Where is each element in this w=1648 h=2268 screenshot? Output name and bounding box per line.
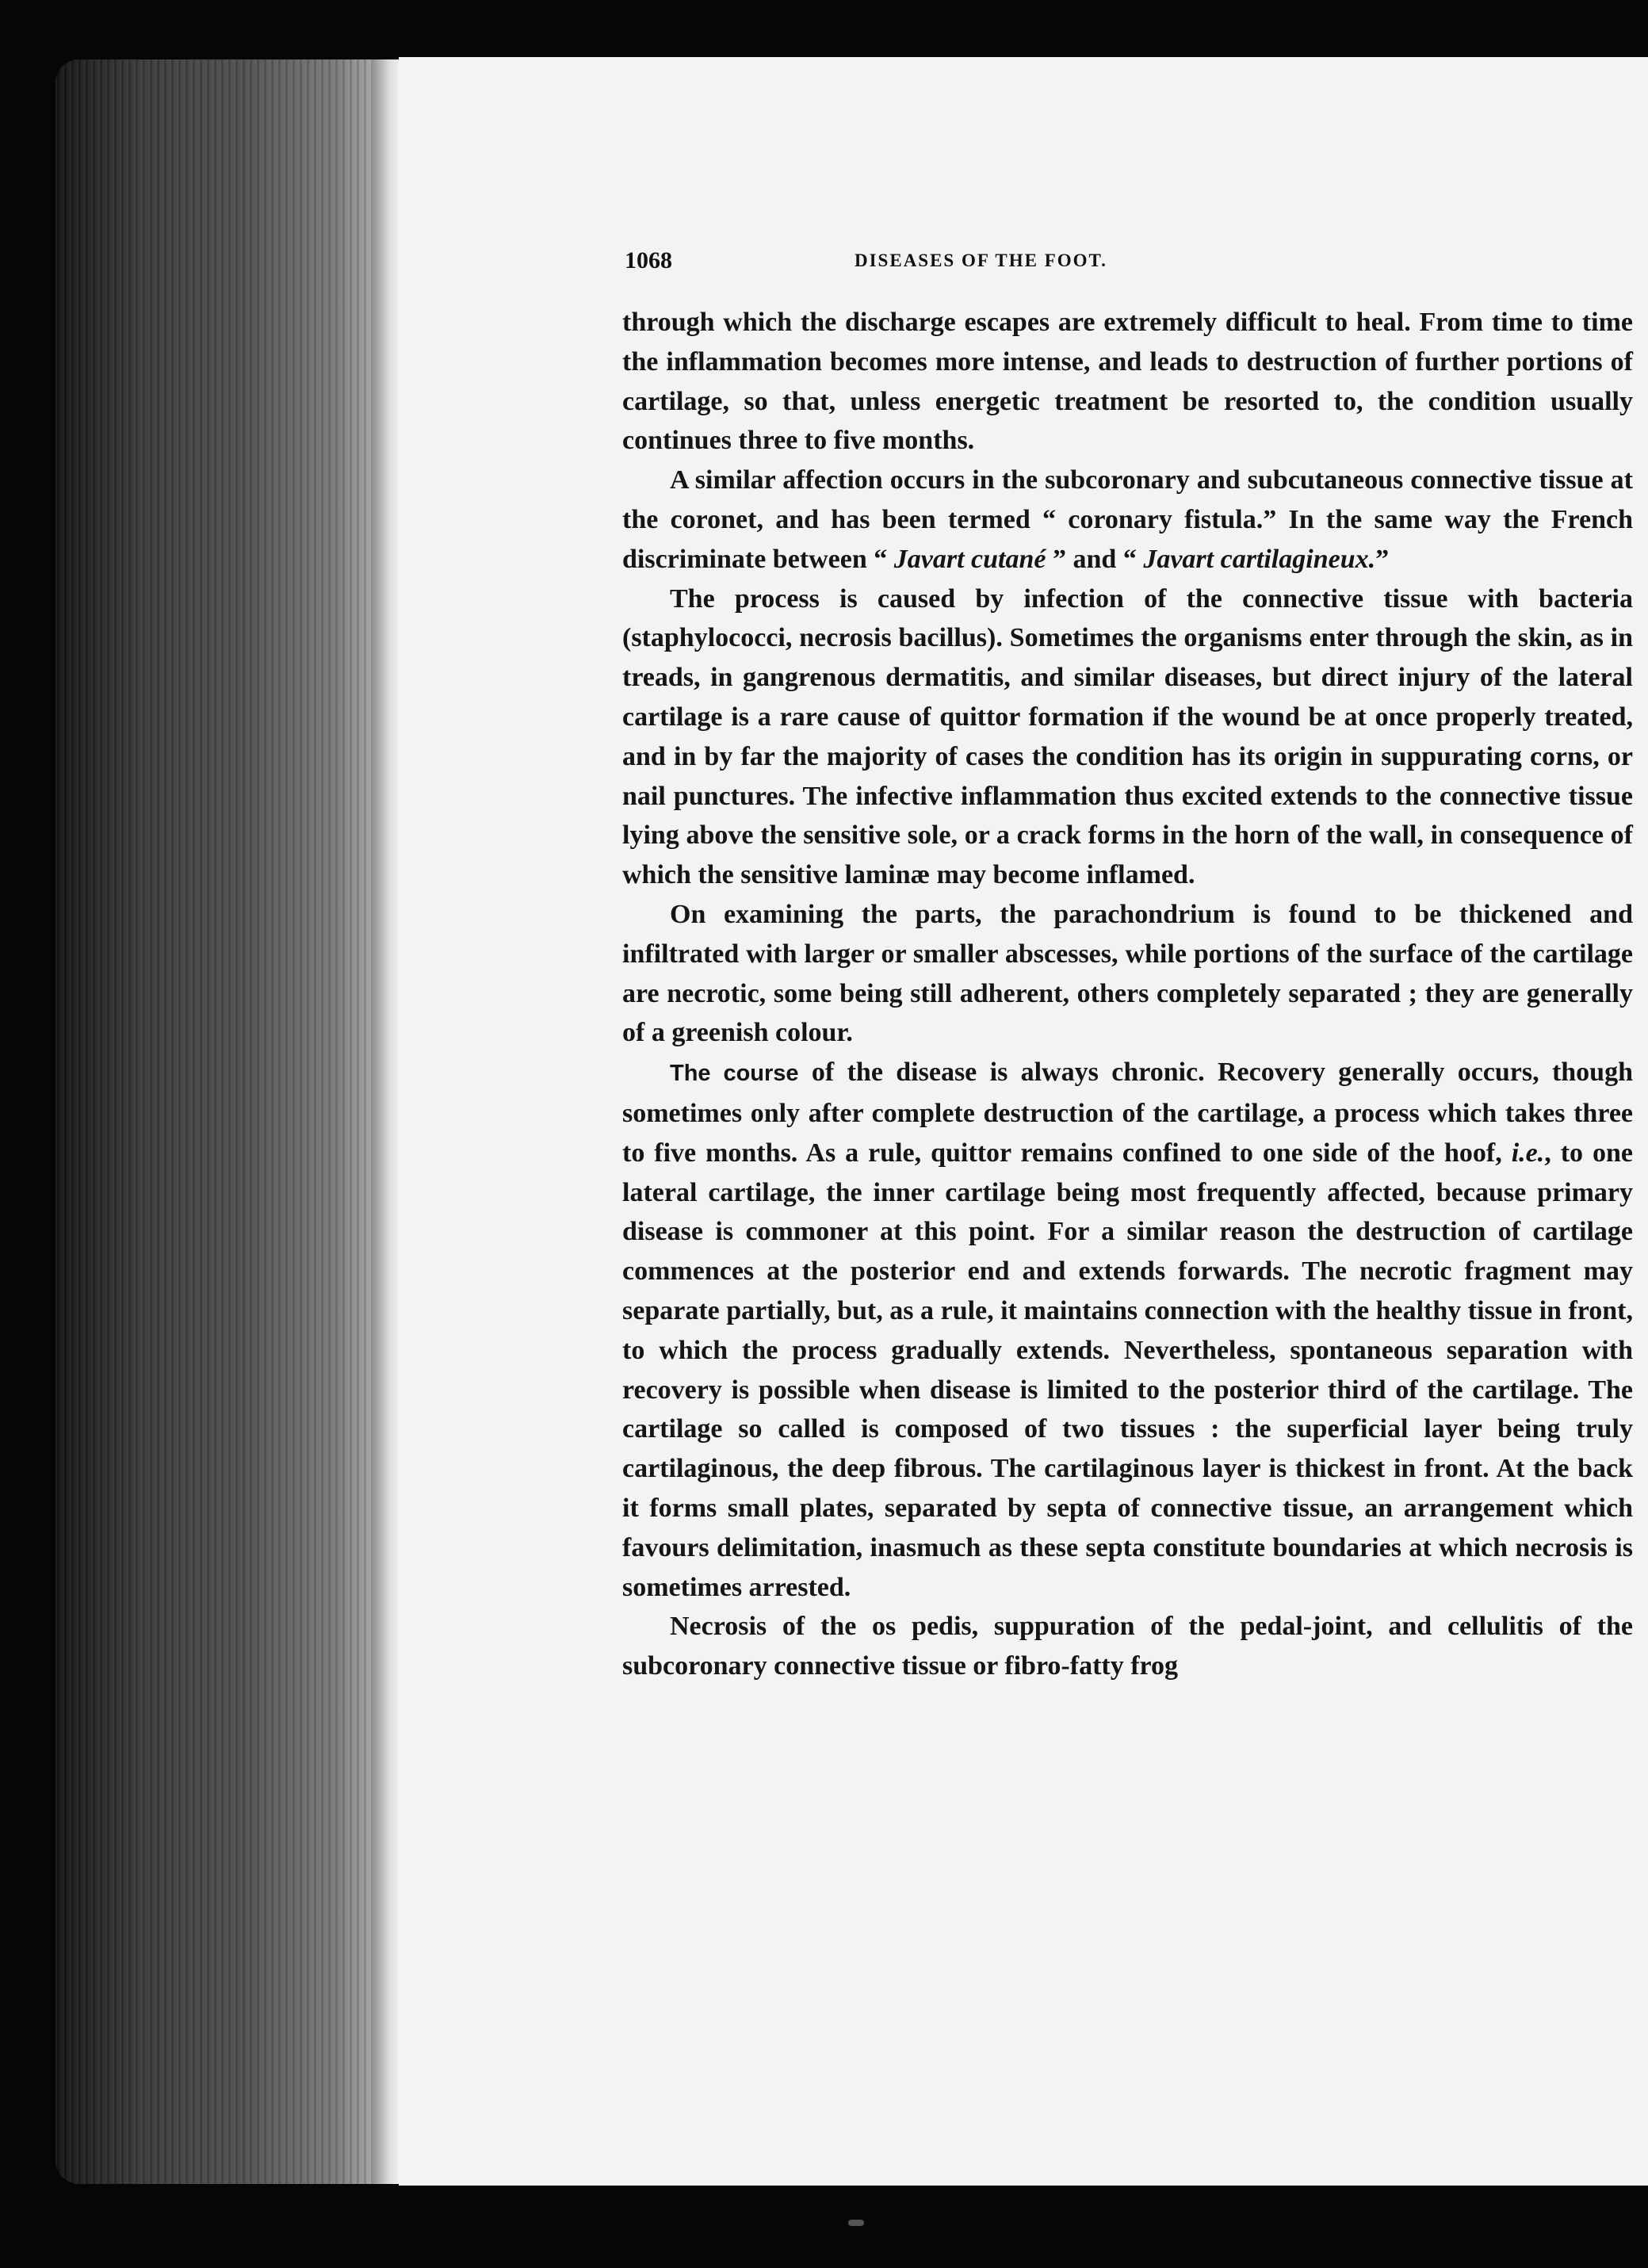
paragraph-coronary-fistula [622,461,1633,579]
page-header [625,247,1425,282]
paragraph-text: The process is caused by infection of the connective tissue with bacteria (staphylococci, necrosis bacillus). Sometimes the organisms enter through the skin, as in treads, in gangrenous dermatitis, and similar diseases, but direct injury of the lateral cartilage is a rare cause of quittor formation if the wound be at once properly treated, and in by far the majority of cases the condition has its origin in suppurating corns, or nail punctures. The infective inflammation thus excited extends to the connective tissue lying above the sensitive sole, or a crack forms in the horn of the wall, in consequence of which the sensitive laminæ may become inflamed. [622,583,1633,890]
paragraph-text: of the disease is always chronic. Recovery generally occurs, though sometimes only after complete destruction of the cartilage, a process which takes three to five months. As a rule, quittor remains confined to one side of the hoof, [622,1058,1634,1168]
page-number: 1068 [625,247,672,273]
paragraph-text: Necrosis of the os pedis, suppuration of the pedal-joint, and cellulitis of the subcoronary connective tissue or fibro-fatty frog [622,1612,1633,1681]
section-lead: The course [670,1061,799,1087]
paragraph-examination [622,895,1633,1053]
page-gutter [371,59,401,2184]
page-body [622,303,1633,1686]
book-spine-edge [55,59,396,2184]
book-page [399,57,1648,2186]
running-head: DISEASES OF THE FOOT. [855,251,1107,270]
italic-term: Javart cartilagineux. [1143,544,1376,574]
paragraph-text: , to one lateral cartilage, the inner cartilage being most frequently affected, because primary disease is commoner at this point. For a similar reason the destruction of cartilage commences at the posterior end and extends forwards. The necrotic fragment may separate partially, but, as a rule, it maintains connection with the healthy tissue in front, to which the process gradually extends. Nevertheless, spontaneous separation with recovery is possible when disease is limited to the posterior third of the cartilage. The cartilage so called is composed of two tissues : the superficial layer being truly cartilaginous, the deep fibrous. The cartilaginous layer is thickest in front. At the back it forms small plates, separated by septa of connective tissue, an arrangement which favours delimitation, inasmuch as these septa constitute boundaries at which necrosis is sometimes arrested. [622,1138,1633,1602]
scan-artifact [848,2220,864,2226]
paragraph-continuation [622,303,1633,461]
paragraph-text: On examining the parts, the parachondrium is found to be thickened and infiltrated with larger or smaller abscesses, while portions of the surface of the cartilage are necrotic, some being still adherent, others completely separated ; they are generally of a greenish colour. [622,899,1633,1048]
italic-term: i.e. [1511,1138,1545,1168]
paragraph-necrosis [622,1607,1633,1686]
paragraph-text: ” [1375,544,1390,574]
paragraph-cause [622,579,1633,895]
paragraph-course [622,1053,1633,1607]
paragraph-text: A similar affection occurs in the subcoronary and subcutaneous connective tissue at the coronet, and has been termed “ coronary fistula.” In the same way the French discriminate between “ [622,465,1633,574]
italic-term: Javart cutané [893,544,1046,574]
paragraph-text: through which the discharge escapes are extremely difficult to heal. From time to time the inflammation becomes more intense, and leads to destruction of further portions of cartilage, so that, unless energetic treatment be resorted to, the condition usually continues three to five months. [622,308,1633,456]
paragraph-text: ” and “ [1046,544,1144,574]
